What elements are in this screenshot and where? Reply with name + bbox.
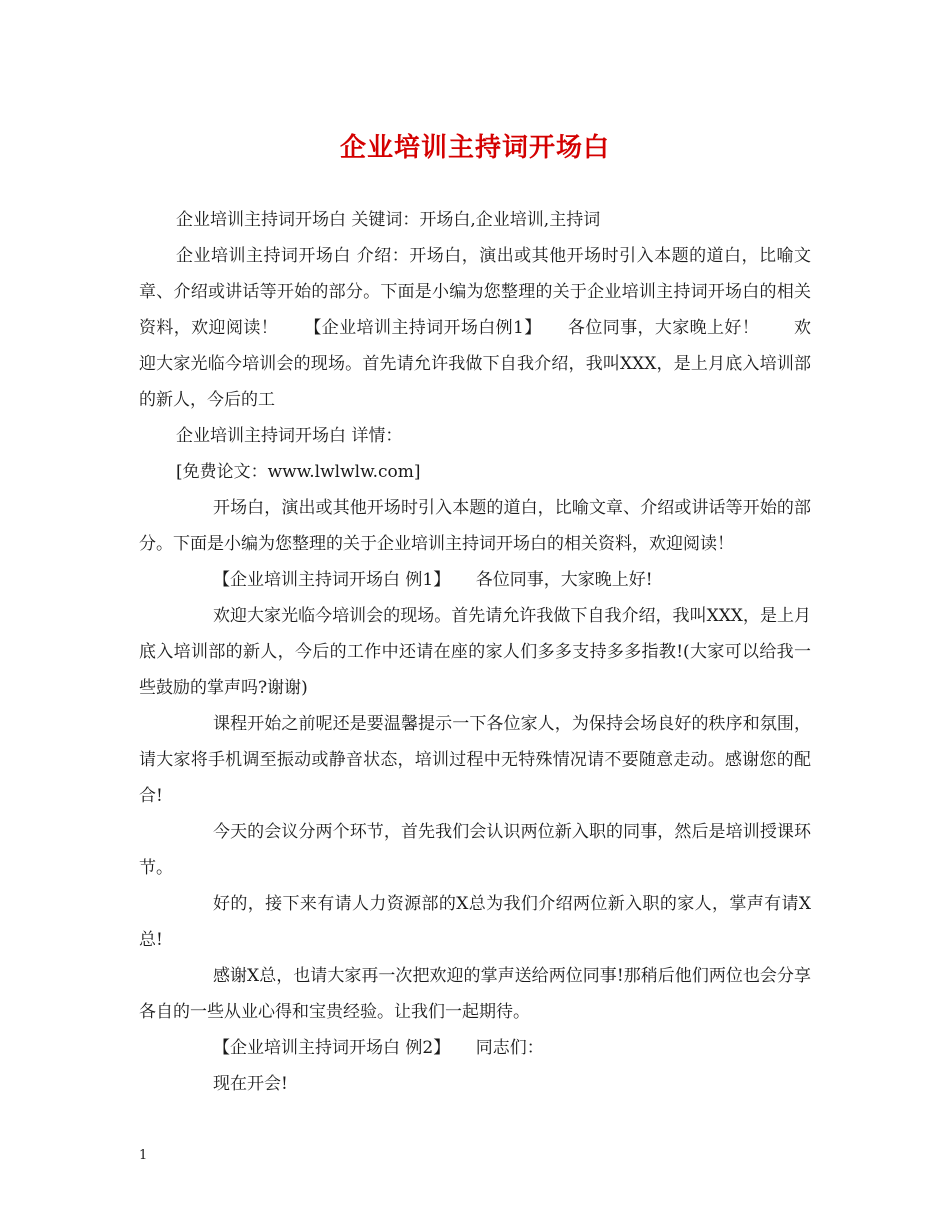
paragraph-introduce-x: 好的，接下来有请人力资源部的X总为我们介绍两位新入职的家人，掌声有请X总!	[139, 894, 811, 950]
paragraph-reminder: 课程开始之前呢还是要温馨提示一下各位家人，为保持会场良好的秩序和氛围，请大家将手机调至振动或静音状态，培训过程中无特殊情况请不要随意走动。感谢您的配合!	[139, 714, 811, 806]
paragraph-introduction: 企业培训主持词开场白 介绍：开场白，演出或其他开场时引入本题的道白，比喻文章、介绍或讲话等开始的部分。下面是小编为您整理的关于企业培训主持词开场白的相关资料，欢迎阅读！ 【企业培训主持词开场白例1】 各位同事，大家晚上好！ 欢迎大家光临今培训会的现场。首先请允许我做下自我介绍，我叫XXX，是上月底入培训部的新人，今后的工	[139, 246, 811, 410]
paragraph-details-heading: 企业培训主持词开场白 详情：	[176, 426, 403, 446]
paragraph-example-2-heading: 【企业培训主持词开场白 例2】 同志们：	[213, 1038, 544, 1058]
paragraph-welcome: 欢迎大家光临今培训会的现场。首先请允许我做下自我介绍，我叫XXX，是上月底入培训部的新人，今后的工作中还请在座的家人们多多支持多多指教!(大家可以给我一些鼓励的掌声吗?谢谢)	[139, 606, 811, 698]
document-title: 企业培训主持词开场白	[339, 133, 610, 163]
paragraph-thanks-x: 感谢X总，也请大家再一次把欢迎的掌声送给两位同事!那稍后他们两位也会分享各自的一些从业心得和宝贵经验。让我们一起期待。	[139, 966, 811, 1022]
paragraph-keywords: 企业培训主持词开场白 关键词：开场白,企业培训,主持词	[176, 210, 601, 230]
paragraph-opening-definition: 开场白，演出或其他开场时引入本题的道白，比喻文章、介绍或讲话等开始的部分。下面是小编为您整理的关于企业培训主持词开场白的相关资料，欢迎阅读！	[139, 498, 811, 554]
paragraph-source-link: [免费论文：www.lwlwlw.com]	[176, 462, 421, 482]
paragraph-meeting-start: 现在开会!	[213, 1074, 288, 1094]
page-number: 1	[139, 1148, 148, 1163]
document-body	[139, 202, 811, 1102]
paragraph-example-1-heading: 【企业培训主持词开场白 例1】 各位同事，大家晚上好!	[213, 570, 653, 590]
paragraph-agenda: 今天的会议分两个环节，首先我们会认识两位新入职的同事，然后是培训授课环节。	[139, 822, 811, 878]
